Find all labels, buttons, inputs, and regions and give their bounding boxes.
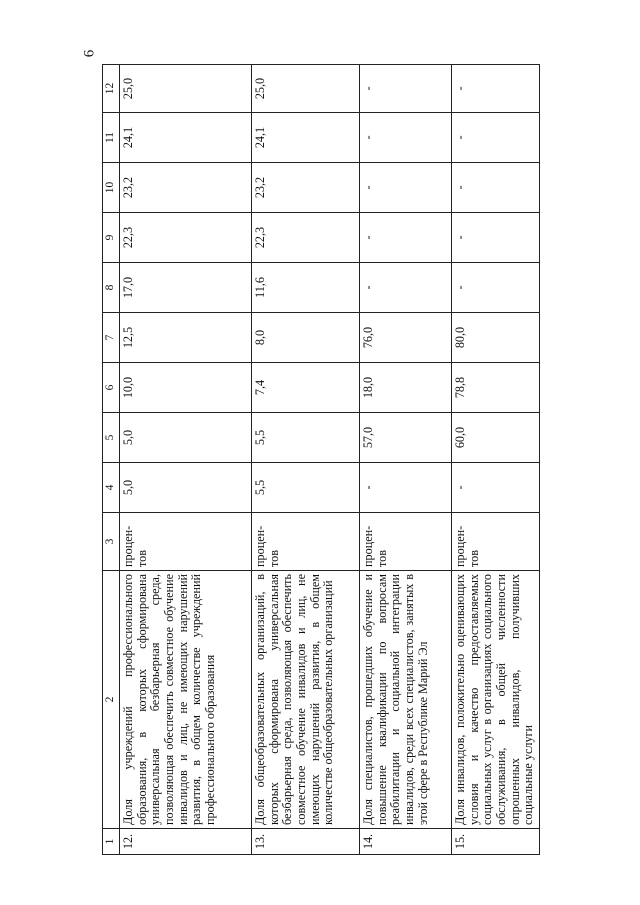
value-cell: 10,0 (120, 363, 252, 413)
value-cell: 80,0 (452, 313, 540, 363)
table-row (120, 65, 252, 855)
table-row (452, 65, 540, 855)
header-cell: 2 (103, 571, 120, 829)
row-description: Доля учреждений профессионального образования, в которых сформирована универсальная безбарьерная среда, позволяющая обеспечить совместное обучение инвалидов и лиц, не имеющих нарушений развития, в общем количестве учреждений профессионального образования (120, 571, 252, 829)
value-cell: 57,0 (360, 413, 452, 463)
value-cell: 23,2 (252, 163, 360, 213)
row-number: 13. (252, 829, 360, 855)
value-cell: - (360, 65, 452, 113)
value-cell: 60,0 (452, 413, 540, 463)
row-number: 14. (360, 829, 452, 855)
value-cell: 25,0 (252, 65, 360, 113)
value-cell: 23,2 (120, 163, 252, 213)
value-cell: 17,0 (120, 263, 252, 313)
rotated-table-container (102, 65, 536, 855)
row-description: Доля общеобразовательных организаций, в которых сформирована универсальная безбарьерная среда, позволяющая обеспечить совместное обучение инвалидов и лиц, не имеющих нарушений развития, в общем количестве общеобразовательных организаций (252, 571, 360, 829)
value-cell: 5,0 (120, 463, 252, 513)
value-cell: 24,1 (252, 113, 360, 163)
row-unit: процен-тов (360, 513, 452, 571)
value-cell: 78,8 (452, 363, 540, 413)
value-cell: - (452, 463, 540, 513)
value-cell: - (360, 263, 452, 313)
value-cell: - (360, 113, 452, 163)
row-number: 15. (452, 829, 540, 855)
value-cell: 25,0 (120, 65, 252, 113)
value-cell: - (452, 65, 540, 113)
header-cell: 5 (103, 413, 120, 463)
value-cell: - (452, 213, 540, 263)
header-cell: 9 (103, 213, 120, 263)
value-cell: - (452, 263, 540, 313)
value-cell: 24,1 (120, 113, 252, 163)
value-cell: 7,4 (252, 363, 360, 413)
header-row (103, 65, 120, 855)
table-row (360, 65, 452, 855)
table-row (252, 65, 360, 855)
header-cell: 3 (103, 513, 120, 571)
header-cell: 12 (103, 65, 120, 113)
header-cell: 8 (103, 263, 120, 313)
header-cell: 4 (103, 463, 120, 513)
row-description: Доля инвалидов, положительно оценивающих условия и качество предоставляемых социальных услуг в организациях социального обслуживания, в общей численности опрошенных инвалидов, получивших социальные услуги (452, 571, 540, 829)
value-cell: 8,0 (252, 313, 360, 363)
value-cell: - (360, 463, 452, 513)
value-cell: 5,5 (252, 413, 360, 463)
header-cell: 10 (103, 163, 120, 213)
header-cell: 6 (103, 363, 120, 413)
header-cell: 1 (103, 829, 120, 855)
value-cell: 11,6 (252, 263, 360, 313)
value-cell: 5,0 (120, 413, 252, 463)
value-cell: 22,3 (252, 213, 360, 263)
page-number: 6 (81, 49, 98, 58)
value-cell: 18,0 (360, 363, 452, 413)
row-number: 12. (120, 829, 252, 855)
header-cell: 11 (103, 113, 120, 163)
value-cell: 22,3 (120, 213, 252, 263)
value-cell: - (360, 163, 452, 213)
value-cell: 12,5 (120, 313, 252, 363)
row-description: Доля специалистов, прошедших обучение и повышение квалификации по вопросам реабилитации и социальной интеграции инвалидов, среди всех специалистов, занятых в этой сфере в Республике Марий Эл (360, 571, 452, 829)
row-unit: процен-тов (452, 513, 540, 571)
row-unit: процен-тов (120, 513, 252, 571)
indicators-table (102, 64, 540, 855)
value-cell: - (360, 213, 452, 263)
value-cell: - (452, 163, 540, 213)
value-cell: 5,5 (252, 463, 360, 513)
row-unit: процен-тов (252, 513, 360, 571)
value-cell: 76,0 (360, 313, 452, 363)
value-cell: - (452, 113, 540, 163)
header-cell: 7 (103, 313, 120, 363)
